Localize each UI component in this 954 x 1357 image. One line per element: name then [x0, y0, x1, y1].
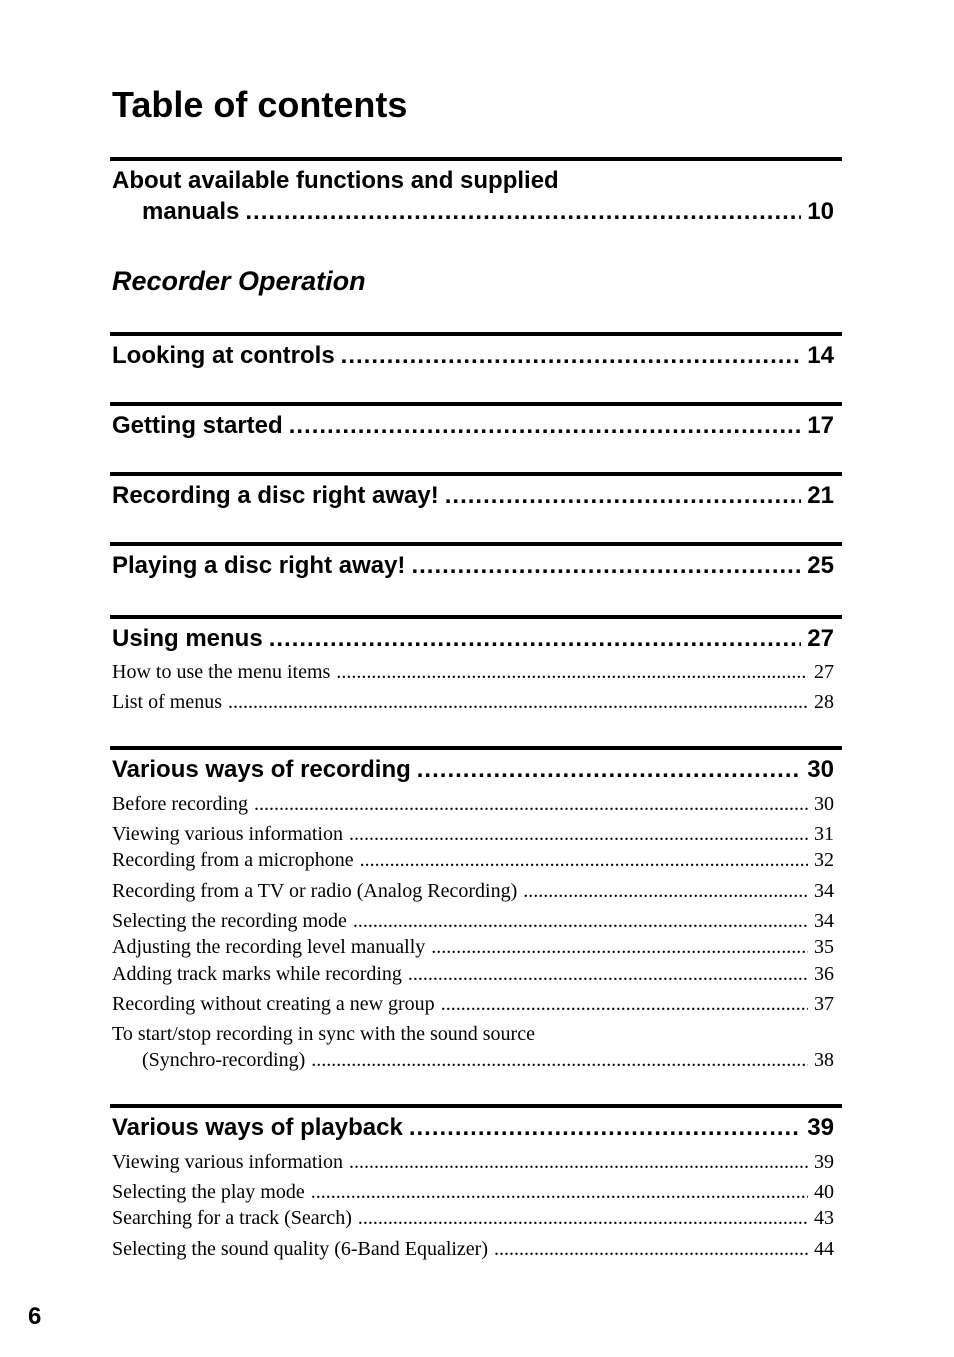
dot-leader	[494, 1237, 808, 1261]
toc-page-number: 40	[814, 1181, 834, 1203]
toc-page-number: 21	[807, 482, 834, 509]
dot-leader	[360, 848, 808, 872]
toc-heading-title: Various ways of recording	[112, 756, 411, 783]
toc-page-number: 10	[807, 198, 834, 225]
dot-leader	[417, 755, 802, 785]
dot-leader	[228, 690, 808, 714]
toc-item-title: (Synchro-recording)	[142, 1049, 306, 1071]
toc-heading-title: Looking at controls	[112, 342, 335, 369]
toc-page-number: 34	[814, 880, 834, 902]
toc-page-number: 31	[814, 823, 834, 845]
dot-leader	[358, 1206, 808, 1230]
section-rule	[110, 332, 842, 336]
toc-item[interactable]	[112, 1206, 834, 1230]
section-rule	[110, 402, 842, 406]
toc-page-number: 28	[814, 691, 834, 713]
toc-item-title: Viewing various information	[112, 1151, 343, 1173]
dot-leader	[349, 822, 808, 846]
dot-leader	[269, 624, 802, 654]
toc-page-number: 34	[814, 910, 834, 932]
dot-leader	[409, 1113, 801, 1143]
toc-item[interactable]	[112, 822, 834, 846]
toc-item-title: Searching for a track (Search)	[112, 1207, 352, 1229]
toc-item[interactable]	[112, 879, 834, 903]
section-rule	[110, 746, 842, 750]
toc-item-title: Recording from a TV or radio (Analog Recording)	[112, 880, 518, 902]
toc-page-number: 30	[807, 756, 834, 783]
part-heading: Recorder Operation	[112, 266, 366, 296]
dot-leader	[311, 1048, 808, 1072]
toc-page-number: 38	[814, 1049, 834, 1071]
toc-item-title: Selecting the play mode	[112, 1181, 305, 1203]
section-rule	[110, 472, 842, 476]
toc-heading-various-ways-of-recording[interactable]	[112, 755, 834, 785]
page-number: 6	[28, 1303, 42, 1330]
toc-item[interactable]	[112, 660, 834, 684]
toc-item-title: Selecting the recording mode	[112, 910, 347, 932]
toc-item[interactable]	[112, 992, 834, 1016]
toc-item[interactable]	[112, 690, 834, 714]
toc-heading-getting-started[interactable]	[112, 411, 834, 441]
toc-page-number: 27	[807, 625, 834, 652]
toc-page-number: 39	[814, 1151, 834, 1173]
toc-heading-intro-line2: manuals	[142, 198, 240, 225]
toc-item-title: Selecting the sound quality (6-Band Equalizer)	[112, 1238, 489, 1260]
toc-item[interactable]	[112, 909, 834, 933]
toc-page-number: 14	[807, 342, 834, 369]
toc-page-number: 30	[814, 793, 834, 815]
toc-page-number: 17	[807, 412, 834, 439]
dot-leader	[349, 1150, 808, 1174]
toc-heading-title: Playing a disc right away!	[112, 552, 406, 579]
toc-heading-intro[interactable]	[142, 197, 834, 227]
dot-leader	[441, 992, 808, 1016]
toc-page-number: 39	[807, 1114, 834, 1141]
section-rule	[110, 157, 842, 161]
toc-item-title: Before recording	[112, 793, 249, 815]
dot-leader	[341, 341, 802, 371]
dot-leader	[245, 197, 801, 227]
toc-page-number: 36	[814, 963, 834, 985]
toc-item[interactable]	[112, 1180, 834, 1204]
dot-leader	[408, 962, 808, 986]
toc-item-title: List of menus	[112, 691, 222, 713]
dot-leader	[523, 879, 808, 903]
toc-heading-title: Recording a disc right away!	[112, 482, 439, 509]
toc-heading-using-menus[interactable]	[112, 624, 834, 654]
toc-page-number: 43	[814, 1207, 834, 1229]
toc-item[interactable]	[112, 962, 834, 986]
section-rule	[110, 615, 842, 619]
toc-item-title: Adjusting the recording level manually	[112, 936, 426, 958]
toc-heading-looking-at-controls[interactable]	[112, 341, 834, 371]
toc-heading-playing-a-disc[interactable]	[112, 551, 834, 581]
toc-page-number: 44	[814, 1238, 834, 1260]
dot-leader	[411, 551, 801, 581]
toc-page-number: 27	[814, 661, 834, 683]
dot-leader	[431, 935, 808, 959]
toc-page-number: 37	[814, 993, 834, 1015]
toc-heading-title: Getting started	[112, 412, 283, 439]
toc-heading-title: Various ways of playback	[112, 1114, 403, 1141]
toc-heading-recording-a-disc[interactable]	[112, 481, 834, 511]
toc-item-title: How to use the menu items	[112, 661, 331, 683]
dot-leader	[445, 481, 802, 511]
toc-page-number: 35	[814, 936, 834, 958]
toc-item-title: Recording from a microphone	[112, 849, 354, 871]
dot-leader	[254, 792, 808, 816]
toc-item-title: Adding track marks while recording	[112, 963, 402, 985]
dot-leader	[289, 411, 802, 441]
toc-item[interactable]	[112, 935, 834, 959]
toc-item[interactable]	[112, 792, 834, 816]
section-rule	[110, 1104, 842, 1108]
toc-item[interactable]	[112, 848, 834, 872]
toc-heading-various-ways-of-playback[interactable]	[112, 1113, 834, 1143]
toc-heading-title: Using menus	[112, 625, 263, 652]
toc-page-number: 32	[814, 849, 834, 871]
toc-item[interactable]	[142, 1048, 834, 1072]
toc-item-title-line1[interactable]: To start/stop recording in sync with the sound source	[112, 1023, 535, 1045]
dot-leader	[336, 660, 808, 684]
toc-item[interactable]	[112, 1237, 834, 1261]
toc-item-title: Recording without creating a new group	[112, 993, 435, 1015]
dot-leader	[353, 909, 808, 933]
toc-item[interactable]	[112, 1150, 834, 1174]
toc-heading-intro-line1[interactable]: About available functions and supplied	[112, 167, 559, 194]
section-rule	[110, 542, 842, 546]
toc-page-number: 25	[807, 552, 834, 579]
toc-item-title: Viewing various information	[112, 823, 343, 845]
page-title: Table of contents	[112, 84, 408, 125]
dot-leader	[311, 1180, 808, 1204]
